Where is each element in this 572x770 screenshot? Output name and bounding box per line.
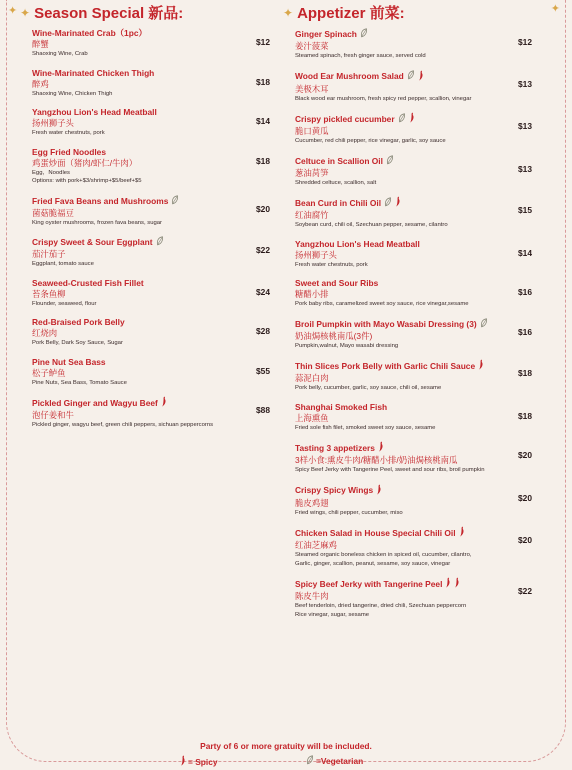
- dish-price: $15: [518, 205, 532, 215]
- dish-price: $22: [256, 245, 270, 255]
- dish-chinese-name: 茄汁茄子: [32, 249, 66, 259]
- gratuity-note: Party of 6 or more gratuity will be included.: [200, 741, 372, 751]
- dish-name-text: Tasting 3 appetizers: [295, 442, 375, 453]
- menu-item: [20, 278, 270, 309]
- chili-pepper-icon: [395, 196, 401, 210]
- appetizer-column: [283, 2, 532, 628]
- menu-item: [283, 577, 532, 619]
- dish-name: [32, 236, 270, 249]
- corner-star-icon: ✦: [550, 3, 560, 15]
- dish-name: [32, 396, 270, 410]
- dish-name-text: Fried Fava Beans and Mushrooms: [32, 195, 169, 206]
- dish-name: [32, 28, 270, 39]
- dish-description: Spicy Beef Jerky with Tangerine Peel, sweet and sour ribs, broil pumpkin: [295, 467, 485, 473]
- dish-name: [295, 28, 532, 41]
- dish-name: [32, 317, 270, 328]
- dish-name: [295, 526, 532, 540]
- dish-description: Pumpkin,walnut, Mayo wasabi dressing: [295, 342, 399, 349]
- menu-item: [20, 236, 270, 269]
- dish-price: $28: [256, 326, 270, 336]
- menu-item: [283, 112, 532, 146]
- dish-name: [295, 70, 532, 84]
- chili-pepper-icon: [459, 526, 465, 540]
- leaf-icon: [386, 155, 394, 168]
- dish-name: [32, 107, 270, 118]
- dish-name-text: Broil Pumpkin with Mayo Wasabi Dressing (3): [295, 318, 477, 329]
- corner-star-icon: ✦: [8, 5, 18, 17]
- dish-name-text: Celtuce in Scallion Oil: [295, 155, 383, 166]
- dish-description: Pine Nuts, Sea Bass, Tomato Sauce: [32, 379, 127, 386]
- dish-name-text: Pickled Ginger and Wagyu Beef: [32, 397, 158, 408]
- dish-description: Pork Belly, Dark Soy Sauce, Sugar: [32, 340, 123, 346]
- dish-chinese-name: 脆皮鸡翅: [295, 497, 329, 508]
- dish-price: $13: [518, 163, 532, 174]
- legend-spicy: = Spicy: [180, 755, 218, 768]
- dish-name: [32, 147, 270, 158]
- dish-name-text: Chicken Salad in House Special Chili Oil: [295, 527, 456, 538]
- dish-name: [32, 357, 270, 368]
- dish-chinese-name: 陈皮牛肉: [295, 591, 329, 601]
- dish-name-text: Wood Ear Mushroom Salad: [295, 71, 404, 81]
- menu-item: [283, 402, 532, 433]
- dish-price: $14: [518, 247, 532, 258]
- dish-price: $18: [518, 410, 532, 421]
- dish-name-text: Seaweed-Crusted Fish Fillet: [32, 277, 144, 288]
- dish-chinese-name: 红烧肉: [32, 328, 58, 338]
- leaf-icon: [384, 197, 392, 210]
- leaf-icon: [360, 28, 368, 41]
- menu-item: [20, 195, 270, 228]
- dish-name-text: Yangzhou Lion's Head Meatball: [32, 107, 157, 117]
- dish-name: [295, 196, 532, 210]
- dish-chinese-name: 醉蟹: [32, 39, 49, 49]
- dish-name: [295, 155, 532, 168]
- dish-chinese-name: 蒜泥白肉: [295, 373, 329, 383]
- menu-item: [20, 357, 270, 388]
- dish-price: $55: [256, 365, 270, 376]
- dish-price: $20: [518, 450, 532, 460]
- leaf-icon: [398, 113, 406, 126]
- star-icon: ✦: [20, 5, 31, 20]
- menu-item: [20, 396, 270, 430]
- menu-list: [283, 28, 532, 619]
- dish-description: Fresh water chestnuts, pork: [295, 261, 368, 268]
- dish-price: $20: [518, 535, 532, 545]
- dish-price: $18: [256, 76, 270, 87]
- dish-name: [295, 318, 532, 331]
- dish-name-text: Red-Braised Pork Belly: [32, 317, 125, 327]
- section-title: ✦ Appetizer 前菜:: [283, 5, 405, 22]
- season-special-column: [20, 2, 270, 439]
- dish-chinese-name: 3样小食:熏皮牛肉/糖醋小排/奶油焗核桃南瓜: [295, 455, 458, 465]
- dish-description: Steamed organic boneless chicken in spiced oil, cucumber, cilantro,: [295, 552, 472, 558]
- dish-name: [32, 195, 270, 208]
- dish-price: $24: [256, 286, 270, 297]
- dish-chinese-name: 鸡蛋炒面（猪肉/虾仁/牛肉）: [32, 157, 138, 168]
- dish-name-text: Thin Slices Pork Belly with Garlic Chili Sauce: [295, 360, 476, 371]
- dish-name-text: Spicy Beef Jerky with Tangerine Peel: [295, 578, 443, 589]
- dish-chinese-name: 上海熏鱼: [295, 412, 329, 423]
- dish-description: Options: with pork+$3/shrimp+$5/beef+$5: [32, 178, 142, 184]
- dish-description: Garlic, ginger, scallion, peanut, sesame, soy sauce, vinegar: [295, 560, 451, 567]
- dish-name: [295, 239, 532, 250]
- chili-pepper-icon: [376, 484, 382, 498]
- dish-description: Shaoxing Wine, Crab: [32, 51, 88, 57]
- dish-description: Flounder, seaweed, flour: [32, 300, 97, 307]
- dish-description: Black wood ear mushroom, fresh spicy red pepper, scallion, vinegar: [295, 95, 472, 102]
- menu-item: [283, 484, 532, 518]
- dish-name: [295, 441, 532, 455]
- dish-price: $13: [518, 78, 532, 89]
- dish-description: Cucumber, red chili pepper, rice vinegar, garlic, soy sauce: [295, 138, 446, 144]
- menu-item: [283, 526, 532, 568]
- section-title: ✦ Season Special 新品:: [20, 5, 184, 22]
- dish-name-text: Shanghai Smoked Fish: [295, 401, 388, 412]
- dish-chinese-name: 糖醋小排: [295, 289, 329, 299]
- dish-price: $20: [518, 492, 532, 503]
- dish-description: Steamed spinach, fresh ginger sauce, served cold: [295, 53, 426, 59]
- dish-chinese-name: 苔条鱼柳: [32, 288, 66, 299]
- dish-price: $14: [256, 116, 270, 126]
- dish-name: [32, 68, 270, 79]
- dish-chinese-name: 醉鸡: [32, 78, 49, 89]
- dish-name-text: Wine-Marinated Chicken Thigh: [32, 67, 155, 78]
- dish-price: $18: [256, 155, 270, 166]
- menu-item: [283, 441, 532, 475]
- dish-chinese-name: 奶油焗核桃南瓜(3件): [295, 330, 373, 341]
- dish-name-text: Egg Fried Noodles: [32, 146, 106, 157]
- dish-chinese-name: 美极木耳: [295, 83, 329, 94]
- chili-pepper-icon: [180, 755, 186, 768]
- dish-description: Shaoxing Wine, Chicken Thigh: [32, 90, 113, 97]
- menu-item: [283, 318, 532, 351]
- dish-name: [295, 402, 532, 413]
- chili-pepper-icon: [161, 396, 167, 410]
- dish-name: [295, 484, 532, 498]
- dish-name: [32, 278, 270, 289]
- leaf-icon: [407, 70, 415, 83]
- legend-vegetarian: =Vegetarian: [306, 755, 363, 767]
- dish-price: $13: [518, 121, 532, 131]
- menu-item: [20, 28, 270, 59]
- dish-name-text: Ginger Spinach: [295, 29, 357, 39]
- dish-description: Fried sole fish filet, smoked sweet soy sauce, sesame: [295, 424, 436, 431]
- chili-pepper-icon: [478, 359, 484, 373]
- dish-name-text: Crispy Spicy Wings: [295, 485, 374, 495]
- dish-price: $16: [518, 326, 532, 337]
- dish-name-text: Bean Curd in Chili Oil: [295, 197, 382, 208]
- star-icon: ✦: [283, 5, 294, 20]
- dish-chinese-name: 红油腐竹: [295, 210, 329, 220]
- menu-item: [20, 107, 270, 138]
- dish-description: King oyster mushrooms, frozen fava beans, sugar: [32, 219, 162, 226]
- dish-name-text: Wine-Marinated Crab（1pc）: [32, 28, 147, 38]
- dish-description: Fresh water chestnuts, pork: [32, 130, 105, 136]
- dish-description: Eggplant, tomato sauce: [32, 261, 94, 267]
- dish-price: $12: [518, 37, 532, 47]
- dish-description: Pork belly, cucumber, garlic, soy sauce, chili oil, sesame: [295, 385, 442, 391]
- leaf-icon: [156, 236, 164, 249]
- dish-name-text: Yangzhou Lion's Head Meatball: [295, 238, 420, 249]
- dish-chinese-name: 泡仔姜和牛: [32, 410, 74, 420]
- dish-price: $18: [518, 368, 532, 378]
- dish-description: Rice vinegar, sugar, sesame: [295, 611, 369, 618]
- dish-chinese-name: 姜汁菠菜: [295, 41, 329, 51]
- menu-item: [283, 359, 532, 393]
- dish-price: $16: [518, 287, 532, 297]
- dish-price: $88: [256, 405, 270, 415]
- menu-item: [283, 28, 532, 61]
- chili-pepper-icon: [378, 441, 384, 455]
- menu-item: [20, 147, 270, 186]
- dish-name-text: Pine Nut Sea Bass: [32, 356, 106, 367]
- dish-chinese-name: 脆口黄瓜: [295, 126, 329, 136]
- dish-chinese-name: 葱油莴笋: [295, 167, 329, 178]
- dish-price: $20: [256, 203, 270, 214]
- dish-description: Pickled ginger, wagyu beef, green chili peppers, sichuan peppercorns: [32, 422, 214, 428]
- menu-item: [20, 68, 270, 99]
- chili-pepper-icon: [454, 577, 460, 591]
- dish-name-text: Crispy Sweet & Sour Eggplant: [32, 237, 153, 247]
- dish-chinese-name: 红油芝麻鸡: [295, 540, 337, 550]
- menu-item: [283, 278, 532, 309]
- dish-chinese-name: 扬州狮子头: [295, 249, 337, 260]
- dish-price: $12: [256, 37, 270, 47]
- menu-item: [20, 317, 270, 348]
- dish-description: Beef tenderloin, dried tangerine, dried chili, Szechuan peppercorn: [295, 603, 467, 609]
- dish-name: [295, 278, 532, 289]
- dish-description: Fried wings, chili pepper, cucumber, miso: [295, 509, 403, 516]
- dish-description: Shredded celtuce, scallion, salt: [295, 179, 377, 186]
- dish-chinese-name: 菌菇脆福豆: [32, 207, 74, 218]
- dish-name: [295, 359, 532, 373]
- chili-pepper-icon: [445, 577, 451, 591]
- leaf-icon: [171, 195, 179, 208]
- dish-chinese-name: 扬州狮子头: [32, 118, 74, 128]
- leaf-icon: [306, 755, 314, 767]
- dish-chinese-name: 松子鲈鱼: [32, 367, 66, 378]
- dish-description: Egg，Noodles: [32, 169, 70, 176]
- dish-name-text: Sweet and Sour Ribs: [295, 278, 379, 288]
- menu-list: [20, 28, 270, 430]
- menu-item: [283, 70, 532, 104]
- dish-description: Pork baby ribs, caramelized sweet soy sauce, rice vinegar,sesame: [295, 301, 469, 307]
- menu-item: [283, 196, 532, 230]
- dish-name: [295, 577, 532, 591]
- chili-pepper-icon: [409, 112, 415, 126]
- chili-pepper-icon: [418, 70, 424, 84]
- dish-price: $22: [518, 586, 532, 596]
- menu-item: [283, 155, 532, 188]
- dish-name-text: Crispy pickled cucumber: [295, 113, 395, 124]
- leaf-icon: [480, 318, 488, 331]
- dish-name: [295, 112, 532, 126]
- dish-description: Soybean curd, chili oil, Szechuan pepper, sesame, cilantro: [295, 222, 448, 228]
- menu-item: [283, 239, 532, 270]
